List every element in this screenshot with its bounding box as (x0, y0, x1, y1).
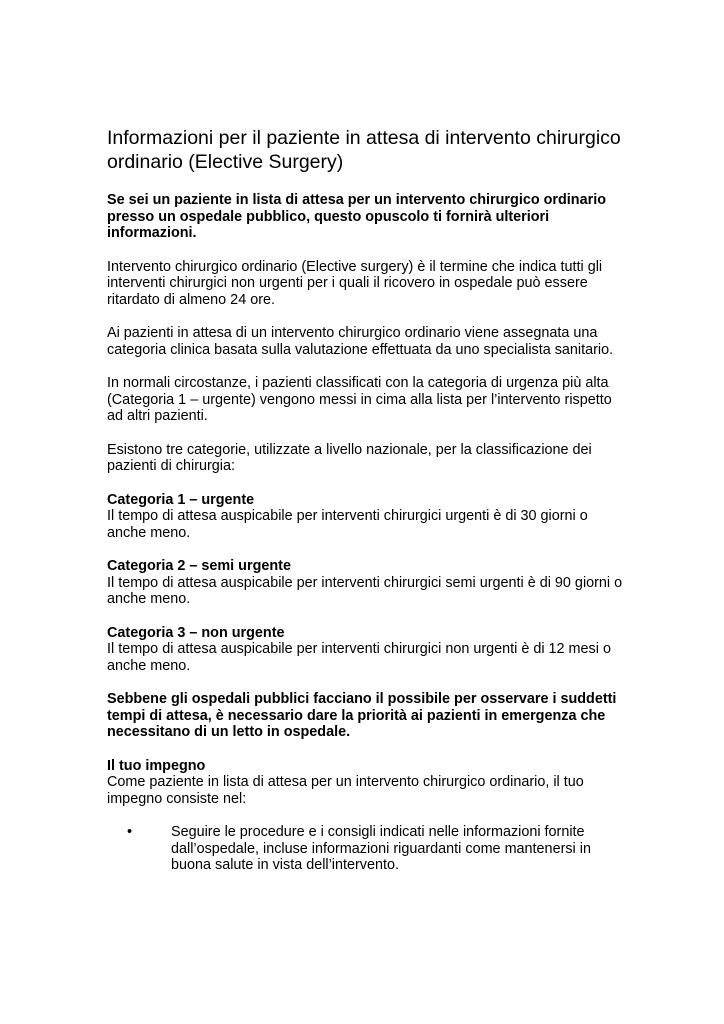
commitment-text: Come paziente in lista di attesa per un intervento chirurgico ordinario, il tuo impegno consiste nel: (107, 774, 584, 807)
category-2-text: Il tempo di attesa auspicabile per interventi chirurgici semi urgenti è di 90 giorni o anche meno. (107, 574, 623, 607)
list-item (107, 824, 627, 874)
category-1-heading: Categoria 1 – urgente (107, 491, 255, 508)
document-page (107, 126, 627, 874)
category-2-block (107, 558, 627, 608)
category-1-text: Il tempo di attesa auspicabile per interventi chirurgici urgenti è di 30 giorni o anche meno. (107, 508, 588, 541)
intro-paragraph: Se sei un paziente in lista di attesa per un intervento chirurgico ordinario presso un ospedale pubblico, questo opuscolo ti fornirà ulteriori informazioni. (107, 192, 606, 241)
category-3-heading: Categoria 3 – non urgente (107, 624, 285, 641)
commitment-heading: Il tuo impegno (107, 757, 206, 774)
priority-paragraph: In normali circostanze, i pazienti classificati con la categoria di urgenza più alta (Categoria 1 – urgente) vengono messi in cima alla lista per l’intervento rispetto ad altri pazienti. (107, 375, 612, 424)
categories-intro-paragraph: Esistono tre categorie, utilizzate a livello nazionale, per la classificazione dei pazienti di chirurgia: (107, 441, 592, 474)
category-3-text: Il tempo di attesa auspicabile per interventi chirurgici non urgenti è di 12 mesi o anche meno. (107, 641, 611, 674)
category-2-heading: Categoria 2 – semi urgente (107, 558, 291, 574)
commitment-block (107, 758, 627, 808)
category-assignment-paragraph: Ai pazienti in attesa di un intervento chirurgico ordinario viene assegnata una categoria clinica basata sulla valutazione effettuata da uno specialista sanitario. (107, 325, 614, 358)
category-1-block (107, 492, 627, 542)
commitment-list (107, 824, 627, 874)
list-item-text: Seguire le procedure e i consigli indicati nelle informazioni fornite dall’ospedale, incluse informazioni riguardanti come mantenersi in buona salute in vista dell’intervento. (171, 824, 591, 873)
bullet-icon: • (127, 824, 133, 840)
warning-paragraph: Sebbene gli ospedali pubblici facciano il possibile per osservare i suddetti tempi di attesa, è necessario dare la priorità ai pazienti in emergenza che necessitano di un letto in ospedale. (107, 691, 617, 740)
category-3-block (107, 625, 627, 675)
definition-paragraph: Intervento chirurgico ordinario (Elective surgery) è il termine che indica tutti gli interventi chirurgici non urgenti per i quali il ricovero in ospedale può essere ritardato di almeno 24 ore. (107, 258, 603, 308)
page-title: Informazioni per il paziente in attesa di intervento chirurgico ordinario (Elective Surgery) (107, 127, 621, 173)
